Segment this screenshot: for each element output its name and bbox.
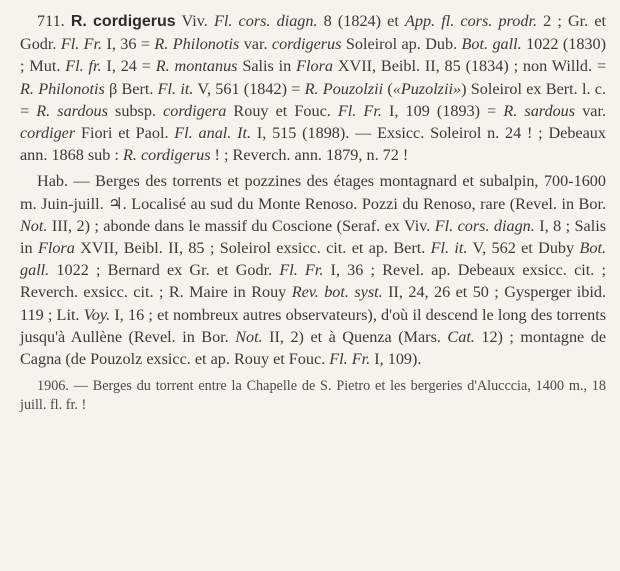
- entry-text: (: [383, 79, 393, 98]
- entry-text: Soleirol ap. Dub.: [341, 35, 462, 54]
- entry-text: Viv.: [175, 12, 214, 30]
- habitat-text: I, 36 ; Revel. ap. Debeaux exsicc. cit. ; Reverch. exsicc. cit. ; R. Maire in Rouy: [20, 261, 607, 302]
- habitat-citation: Bot. gall.: [20, 239, 606, 280]
- species-entry: [20, 10, 606, 166]
- entry-citation: Fl. cors. diagn.: [213, 12, 318, 30]
- entry-synonym: cordiger: [20, 124, 76, 143]
- species-name: cordigerus: [93, 13, 176, 30]
- habitat-text: I, 8 ; Salis in: [20, 216, 606, 258]
- habitat-text: V, 562 et Duby: [467, 239, 580, 258]
- entry-synonym: «Puzolzii»: [392, 79, 462, 98]
- entry-text: subsp.: [107, 101, 164, 120]
- habitat-text: I, 16 ; et nombreux autres observateurs), d'où il descend le long des torrents jusqu'à Aullène (Revel. in Bor.: [20, 305, 607, 346]
- habitat-text: 12) ; montagne de Cagna (de Pouzolz exsicc. et ap. Rouy et Fouc.: [20, 327, 607, 369]
- habitat-citation: Voy.: [83, 305, 111, 324]
- entry-text: β Bert.: [104, 79, 158, 98]
- entry-text: ) Soleirol ex Bert. l. c. =: [20, 79, 606, 120]
- entry-citation: Flora: [296, 57, 333, 76]
- entry-text: var.: [239, 35, 272, 54]
- habitat-text: 1022 ; Bernard ex Gr. et Godr.: [49, 261, 280, 280]
- habitat-text: Hab. — Berges des torrents et pozzines des étages montagnard et subalpin, 700-1600 m. Juin-juill. ♃. Localisé au sud du Monte Renoso. Pozzi du Renoso, rare (Revel. in Bor.: [20, 172, 606, 213]
- entry-synonym: R. montanus: [155, 57, 238, 76]
- entry-synonym: R. Philonotis: [20, 79, 105, 98]
- entry-text: I, 24 =: [101, 57, 156, 76]
- entry-text: I, 36 =: [102, 35, 155, 54]
- entry-synonym: R. Pouzolzii: [304, 79, 384, 98]
- habitat-text: XVII, Beibl. II, 85 ; Soleirol exsicc. cit. et ap. Bert.: [74, 239, 431, 258]
- entry-text: 2 ; Gr. et Godr.: [20, 12, 607, 54]
- entry-synonym: R. cordigerus: [122, 146, 211, 165]
- entry-citation: App. fl. cors. prodr.: [404, 12, 537, 30]
- entry-text: I, 109 (1893) =: [381, 101, 504, 120]
- habitat-text: III, 2) ; abonde dans le massif du Coscione (Seraf. ex Viv.: [47, 216, 435, 235]
- entry-synonym: cordigera: [163, 101, 227, 120]
- habitat-text: II, 24, 26 et 50 ; Gysperger ibid. 119 ; Lit.: [20, 283, 606, 324]
- entry-synonym: R. sardous: [36, 101, 108, 120]
- habitat-text: II, 2) et à Quenza (Mars.: [262, 327, 448, 346]
- entry-citation: Fl. Fr.: [337, 101, 382, 120]
- entry-text: Rouy et Fouc.: [226, 101, 338, 120]
- habitat-paragraph: [20, 170, 606, 370]
- habitat-citation: Not.: [235, 327, 263, 346]
- entry-citation: Bot. gall.: [461, 35, 522, 54]
- entry-synonym: cordigerus: [271, 35, 342, 54]
- habitat-citation: Rev. bot. syst.: [291, 283, 383, 302]
- entry-text: ! ; Reverch. ann. 1879, n. 72 !: [210, 146, 409, 165]
- habitat-citation: Fl. Fr.: [329, 350, 371, 369]
- entry-text: Salis in: [237, 57, 297, 76]
- entry-text: I, 515 (1898). — Exsicc. Soleirol n. 24 ! ; Debeaux ann. 1868 sub :: [20, 124, 606, 165]
- entry-synonym: R. sardous: [503, 101, 576, 120]
- habitat-citation: Not.: [20, 216, 48, 235]
- habitat-text: I, 109).: [370, 350, 422, 369]
- entry-synonym: R. Philonotis: [154, 35, 240, 54]
- genus-abbreviation: R.: [70, 13, 87, 30]
- entry-text: V, 561 (1842) =: [193, 79, 305, 98]
- entry-citation: Fl. fr.: [65, 57, 102, 76]
- entry-number: 711.: [37, 12, 65, 30]
- collection-note-1906: 1906. — Berges du torrent entre la Chapelle de S. Pietro et les bergeries d'Alucccia, 1400 m., 18 juill. fl. fr. !: [20, 378, 606, 414]
- entry-text: 1022 (1830) ; Mut.: [20, 35, 606, 76]
- entry-text: 8 (1824) et: [317, 12, 405, 30]
- entry-citation: Fl. Fr.: [60, 35, 103, 54]
- habitat-citation: Fl. it.: [430, 239, 468, 258]
- habitat-citation: Cat.: [447, 327, 475, 346]
- entry-text: XVII, Beibl. II, 85 (1834) ; non Willd. =: [332, 57, 607, 76]
- entry-citation: Fl. it.: [157, 79, 194, 98]
- entry-text: Fiori et Paol.: [75, 124, 175, 143]
- entry-citation: Fl. anal. It.: [174, 124, 252, 143]
- habitat-citation: Fl. cors. diagn.: [434, 216, 535, 235]
- habitat-citation: Flora: [37, 239, 75, 258]
- habitat-citation: Fl. Fr.: [279, 261, 324, 280]
- entry-text: var.: [575, 101, 607, 120]
